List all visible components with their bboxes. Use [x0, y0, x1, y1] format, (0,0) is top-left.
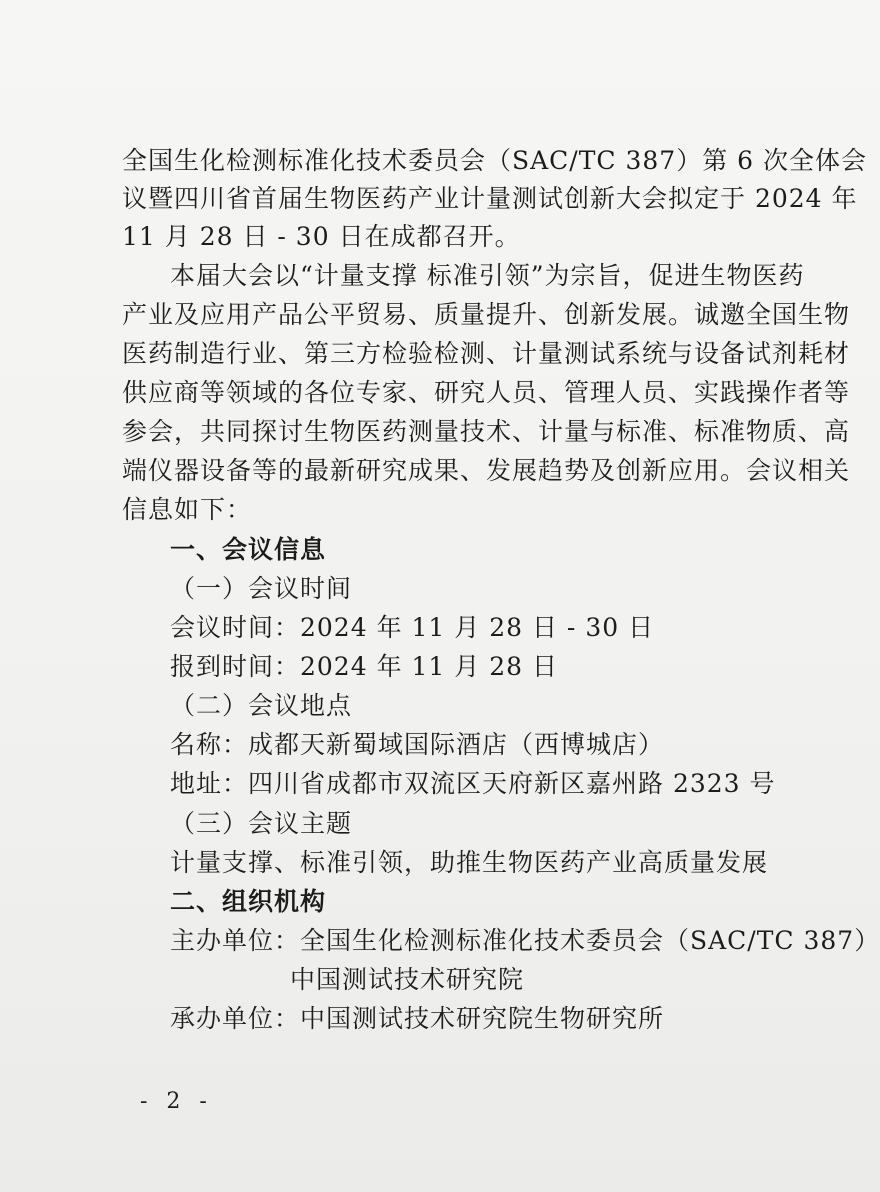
subsection-heading: （三）会议主题 [170, 809, 353, 838]
subsection-heading: （二）会议地点 [170, 691, 353, 720]
info-line: 主办单位：全国生化检测标准化技术委员会（SAC/TC 387） [170, 926, 880, 955]
paragraph-line: 供应商等领域的各位专家、研究人员、管理人员、实践操作者等 [122, 378, 851, 407]
info-line: 中国测试技术研究院 [290, 965, 525, 994]
paragraph-line: 本届大会以“计量支撑 标准引领”为宗旨，促进生物医药 [170, 261, 805, 290]
info-line: 承办单位：中国测试技术研究院生物研究所 [170, 1004, 665, 1033]
info-line: 报到时间：2024 年 11 月 28 日 [170, 652, 558, 681]
info-line: 会议时间：2024 年 11 月 28 日 - 30 日 [170, 613, 655, 642]
paragraph-line: 11 月 28 日 - 30 日在成都召开。 [122, 222, 521, 251]
info-line: 计量支撑、标准引领，助推生物医药产业高质量发展 [170, 848, 769, 877]
paragraph-line: 端仪器设备等的最新研究成果、发展趋势及创新应用。会议相关 [122, 456, 851, 485]
paragraph-line: 议暨四川省首届生物医药产业计量测试创新大会拟定于 2024 年 [122, 184, 858, 213]
paragraph-line: 医药制造行业、第三方检验检测、计量测试系统与设备试剂耗材 [122, 339, 851, 368]
paragraph-line: 产业及应用产品公平贸易、质量提升、创新发展。诚邀全国生物 [122, 300, 851, 329]
paragraph-line: 全国生化检测标准化技术委员会（SAC/TC 387）第 6 次全体会 [122, 146, 868, 175]
info-line: 地址：四川省成都市双流区天府新区嘉州路 2323 号 [170, 769, 776, 798]
paragraph-line: 信息如下： [122, 495, 253, 524]
info-line: 名称：成都天新蜀域国际酒店（西博城店） [170, 730, 665, 759]
subsection-heading: （一）会议时间 [170, 574, 353, 603]
paragraph-line: 参会，共同探讨生物医药测量技术、计量与标准、标准物质、高 [122, 417, 851, 446]
section-heading: 二、组织机构 [170, 887, 327, 916]
section-heading: 一、会议信息 [170, 535, 327, 564]
page-number: - 2 - [140, 1089, 213, 1114]
